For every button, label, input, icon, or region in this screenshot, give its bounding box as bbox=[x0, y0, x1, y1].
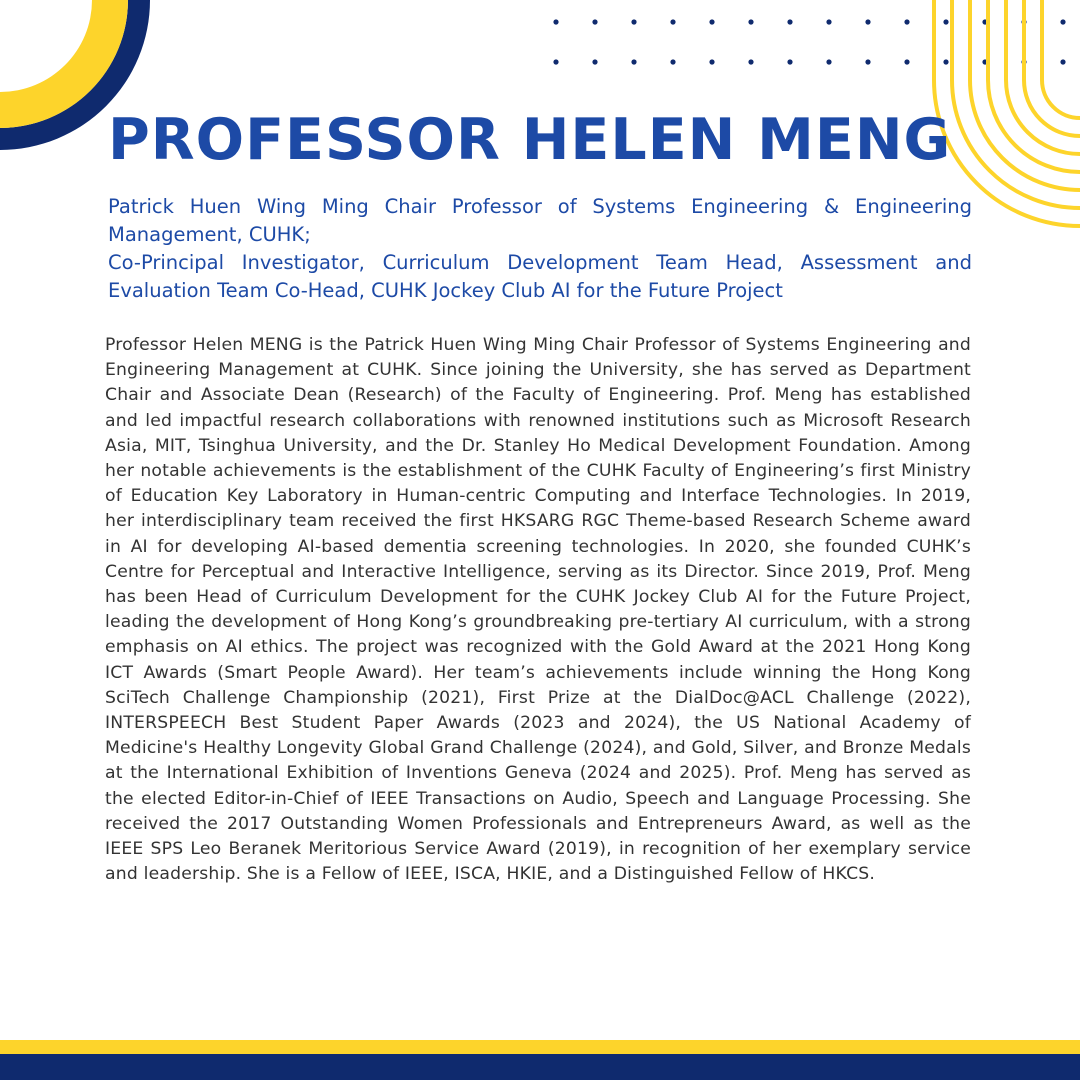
biography-text: Professor Helen MENG is the Patrick Huen Wing Ming Chair Professor of Systems Engineering and Engineering Management at CUHK. Since joining the University, she has served as Department Chair and Associate Dean (Research) of the Faculty of Engineering. Prof. Meng has established and led impactful research collaborations with renowned institutions such as Microsoft Research Asia, MIT, Tsinghua University, and the Dr. Stanley Ho Medical Development Foundation. Among her notable achievements is the establishment of the CUHK Faculty of Engineering’s first Ministry of Education Key Laboratory in Human-centric Computing and Interface Technologies. In 2019, her interdisciplinary team received the first HKSARG RGC Theme-based Research Scheme award in AI for developing AI-based dementia screening technologies. In 2020, she founded CUHK’s Centre for Perceptual and Interactive Intelligence, serving as its Director. Since 2019, Prof. Meng has been Head of Curriculum Development for the CUHK Jockey Club AI for the Future Project, leading the development of Hong Kong’s groundbreaking pre-tertiary AI curriculum, with a strong emphasis on AI ethics. The project was recognized with the Gold Award at the 2021 Hong Kong ICT Awards (Smart People Award). Her team’s achievements include winning the Hong Kong SciTech Challenge Championship (2021), First Prize at the DialDoc@ACL Challenge (2022), INTERSPEECH Best Student Paper Awards (2023 and 2024), the US National Academy of Medicine's Healthy Longevity Global Grand Challenge (2024), and Gold, Silver, and Bronze Medals at the International Exhibition of Inventions Geneva (2024 and 2025). Prof. Meng has served as the elected Editor-in-Chief of IEEE Transactions on Audio, Speech and Language Processing. She received the 2017 Outstanding Women Professionals and Entrepreneurs Award, as well as the IEEE SPS Leo Beranek Meritorious Service Award (2019), in recognition of her exemplary service and leadership. She is a Fellow of IEEE, ISCA, HKIE, and a Distinguished Fellow of HKCS. bbox=[105, 335, 971, 885]
position-title: Co-Principal Investigator, Curriculum Development Team Head, Assessment and Evaluation Team Co-Head, CUHK Jockey Club AI for the Future Project bbox=[108, 251, 972, 302]
position-titles bbox=[108, 193, 972, 305]
position-title: Patrick Huen Wing Ming Chair Professor of Systems Engineering & Engineering Management, CUHK; bbox=[108, 195, 972, 246]
page-title: PROFESSOR HELEN MENG bbox=[108, 107, 952, 173]
dot-grid-decoration bbox=[540, 10, 1080, 80]
footer-bands bbox=[0, 1040, 1080, 1080]
footer-yellow-band bbox=[0, 1040, 1080, 1054]
footer-navy-band bbox=[0, 1054, 1080, 1080]
